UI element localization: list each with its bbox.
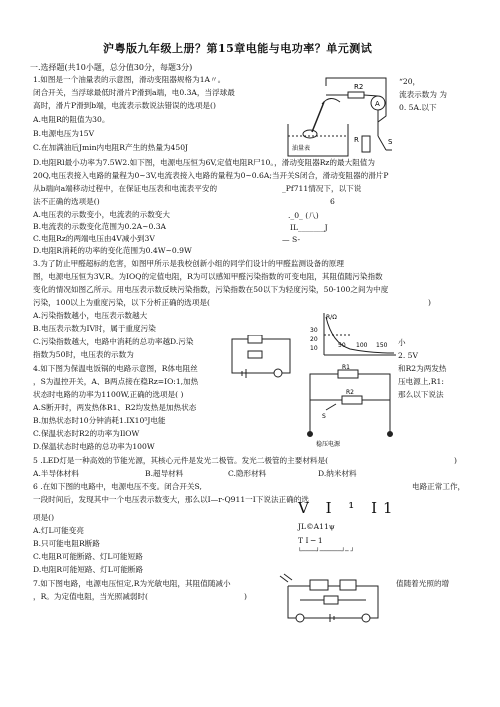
q3-line: 3.为了防止甲醛超标的危害，如图甲所示是我校创新小组的同学们设计的甲醛监测设备的原理: [33, 259, 344, 268]
q3-option-c-right: 小: [398, 338, 406, 347]
q1-line: 1.如图是一个油量表的示意图，滑动变阻器规格为1A〃。: [33, 75, 226, 84]
graph-ylabel: R/Ω: [326, 314, 337, 321]
q6-line-right: 电路正常工作，: [412, 482, 466, 491]
fig-label-r1: R1: [342, 364, 350, 371]
q3-line: 污染，100以上为重度污染，以下分析正确的选项是(: [33, 298, 210, 307]
fig-label-power: 稳压电源: [316, 441, 341, 448]
q7-line-right: ): [244, 592, 247, 601]
fig-label-r2: R2: [354, 83, 364, 91]
q4-line: 状态时电路的功率为1100W,正确的选项是( ): [33, 390, 184, 399]
q4-line-right: 那么以下说法: [398, 390, 444, 399]
q7-line-right: 值随着光照的增: [396, 579, 450, 588]
q2-line: 法不正确的选项是(): [33, 197, 100, 206]
q2-option-c: C.电阻Rz的两端电压由4V减小到3V: [33, 234, 155, 243]
q5-option-a: A.半导体材料: [33, 469, 79, 478]
graph-tick: 100: [356, 342, 368, 349]
q1-option-b: B.电源电压为15V: [33, 129, 95, 138]
q6-line: 一段时间后，发现其中一个电压表示数变大，那么以I—r-Q911一I下说法正确的选: [33, 495, 309, 504]
q1-option-c: C.在加满油后Jmin内电阻R产生的热量为450J: [33, 143, 189, 152]
q1-line: 闭合开关，当浮球最低时滑片P滑到a端，电0.3A，当浮球最: [33, 88, 235, 97]
q1-option-d-q2-line: D.电阻Rl最小功率为7.5W2.如下图，电源电压恒为6V,定值电阻R尸10。，滑动变阻器Rz的最大阻值为: [33, 158, 375, 167]
q6-option-a: A.灯L可能变亮: [33, 526, 84, 535]
q3-option-c: C.污染指数越大，电路中消耗的总功率越D.污染: [33, 337, 194, 346]
q6-line: 项是(): [33, 513, 55, 522]
q6-option-d: D.电阻R可能短路、灯L可能断路: [33, 565, 144, 574]
q6-figure-text: T I ─ 1: [298, 536, 323, 545]
q6-figure-text: JL©A11ψ: [298, 522, 335, 531]
page-title: 沪粤版九年级上册？第15章电能与电功率？单元测试: [103, 42, 373, 55]
q7-line: 7.如下图电路，电源电压恒定,R为光敏电阻，其阻值随减小: [33, 579, 231, 588]
fig-label-r: R: [354, 136, 359, 144]
q2-figure-text: ._0_ (八): [288, 211, 319, 220]
q2-line-right: _Pf711情况下，以下说: [282, 184, 362, 193]
q1-line-right: 0. 5A.以下: [399, 103, 437, 112]
fig-label-s: S: [322, 413, 326, 420]
fig-label-r2: R2: [346, 389, 354, 396]
q5-option-d: D.纳米材料: [318, 469, 357, 478]
q3-option-b: B.电压表示数为IV时，属于重度污染: [33, 324, 156, 333]
q2-line: 20Q,电压表接入电路的量程为0~3V,电流表接入电路的量程为0~0.6A;当开关S闭合，滑动变阻器的滑片P: [33, 171, 389, 180]
q4-option-b: B.加热状态时10分钟消耗1.IX10⁵J电能: [33, 416, 166, 425]
q2-option-b: B.电流表的示数变化范围为0.2A~0.3A: [33, 222, 167, 231]
q5-option-b: B.超导材料: [145, 469, 184, 478]
fig-label-switch: S: [388, 138, 393, 146]
formaldehyde-circuit-figure: [228, 335, 296, 379]
q1-line: 高时，滑片P滑到b端，电流表示数说法错误的选项是(): [33, 101, 216, 110]
q1-line-right: 流表示数为 为: [399, 90, 447, 99]
q5-option-c: C.隐形材料: [228, 469, 267, 478]
q3-option-d: 指数为50时，电压表的示数为: [33, 350, 134, 359]
q6-figure-text: └────┘──────┘─ ┘: [298, 548, 355, 555]
q4-option-c: C.保温状态时R2的功率为IlOW: [33, 429, 140, 438]
q3-line: 图，电源电压恒为3V,R。为IOQ的定值电阻，R为可以感知甲醛污染指数的可变电阻，其阻值随污染指数: [33, 272, 383, 281]
q4-line-right: 和R2为两发热: [398, 364, 447, 373]
q6-option-b: B.只可能电阻R断路: [33, 539, 100, 548]
q3-option-d-right: 2. 5V: [398, 351, 418, 360]
q3-option-a: A.污染指数越小，电压表示数越大: [33, 311, 148, 320]
q1-line-right: “20，: [399, 77, 421, 86]
q2-line: 从b端向a端移动过程中，在保证电压表和电流表平安的: [33, 184, 218, 193]
q5-line-right: ): [454, 456, 457, 465]
q2-line-right: 6: [330, 197, 335, 206]
fig-label-oil: 油量表: [292, 145, 311, 152]
photoresistor-circuit-figure: [270, 572, 390, 632]
q2-option-d: D.电阻R消耗的功率的变化范围为0.4W~0.9W: [33, 246, 192, 255]
section-heading: 一.选择题(共10小题，总分值30分，每题3分): [30, 63, 193, 72]
q4-line: ，S为温控开关，A、B两点接在稳Rz=IO:1,加热: [33, 377, 199, 386]
q3-line-right: ): [428, 298, 431, 307]
q5-line: 5 .LED灯是一种高效的节能光源，其核心元件是发光二极管。发光二极管的主要材料是(: [33, 456, 329, 465]
fig-label-ammeter: A: [375, 100, 380, 108]
q4-line: 4.如下图为保温电饭锅的电路示意图，R体电阻丝: [33, 364, 198, 373]
q4-line-right: 压电源上,R1:: [398, 377, 444, 386]
q4-option-d: D.保温状态时电路的总功率为100W: [33, 442, 155, 451]
graph-tick: 150: [376, 342, 388, 349]
q1-option-a: A.电阻R的阻值为30。: [33, 115, 110, 124]
graph-tick: 30: [310, 327, 318, 334]
q6-option-c: C.电阻R可能断路、灯L可能短路: [33, 552, 143, 561]
q7-line: ，R。为定值电阻，当光照减弱时(: [33, 592, 148, 601]
graph-tick: 10: [310, 345, 318, 352]
oil-gauge-circuit-figure: [282, 72, 400, 160]
q2-option-a: A.电压表的示数变小，电流表的示数变大: [33, 210, 170, 219]
graph-tick: 50: [338, 342, 346, 349]
q3-line: 变化的情况如图乙所示。用电压表示数反映污染指数，污染指数在50以下为轻度污染，50-100之间为中度: [33, 285, 389, 294]
q2-figure-text: — S-: [282, 235, 301, 244]
q2-figure-text: IL_______J: [290, 223, 328, 232]
rice-cooker-circuit-figure: [302, 360, 398, 452]
graph-tick: 20: [310, 336, 318, 343]
q6-figure-symbols: V I ¹ I1: [298, 499, 399, 517]
q6-line: 6 .在如下图的电路中，电源电压不变。闭合开关S,: [33, 482, 202, 491]
q4-option-a: A.S断开时，两发热体R1、R2均发热是加热状态: [33, 403, 197, 412]
resistance-vs-index-graph: [310, 311, 398, 359]
